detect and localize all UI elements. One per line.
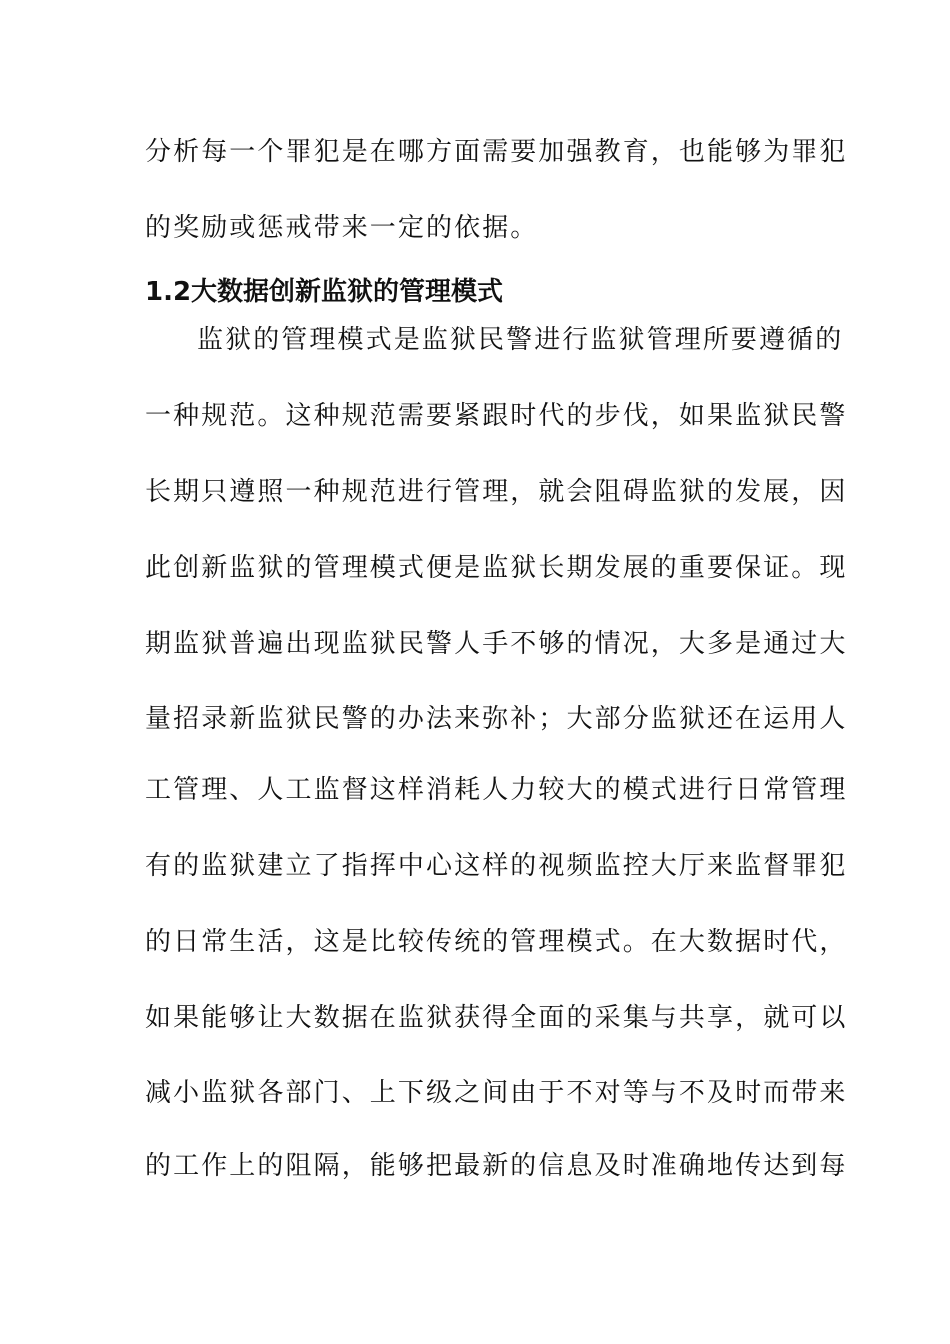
paragraph-line: 减小监狱各部门、上下级之间由于不对等与不及时而带来 <box>145 1078 848 1108</box>
paragraph-line: 长期只遵照一种规范进行管理，就会阻碍监狱的发展，因 <box>145 477 848 507</box>
paragraph-line: 如果能够让大数据在监狱获得全面的采集与共享，就可以 <box>145 1003 848 1033</box>
paragraph-line: 的工作上的阻隔，能够把最新的信息及时准确地传达到每 <box>145 1151 848 1181</box>
section-heading: 1.2大数据创新监狱的管理模式 <box>145 277 504 307</box>
paragraph-line: 一种规范。这种规范需要紧跟时代的步伐，如果监狱民警 <box>145 401 848 431</box>
body-text-line: 的奖励或惩戒带来一定的依据。 <box>145 213 539 243</box>
paragraph-line: 的日常生活，这是比较传统的管理模式。在大数据时代， <box>145 927 848 957</box>
paragraph-line: 有的监狱建立了指挥中心这样的视频监控大厅来监督罪犯 <box>145 851 848 881</box>
paragraph-line: 监狱的管理模式是监狱民警进行监狱管理所要遵循的 <box>197 325 844 355</box>
paragraph-line: 量招录新监狱民警的办法来弥补；大部分监狱还在运用人 <box>145 704 848 734</box>
body-text-line: 分析每一个罪犯是在哪方面需要加强教育，也能够为罪犯 <box>145 137 848 167</box>
paragraph-line: 此创新监狱的管理模式便是监狱长期发展的重要保证。现 <box>145 553 848 583</box>
paragraph-line: 工管理、人工监督这样消耗人力较大的模式进行日常管理 <box>145 775 848 805</box>
paragraph-line: 期监狱普遍出现监狱民警人手不够的情况，大多是通过大 <box>145 629 848 659</box>
